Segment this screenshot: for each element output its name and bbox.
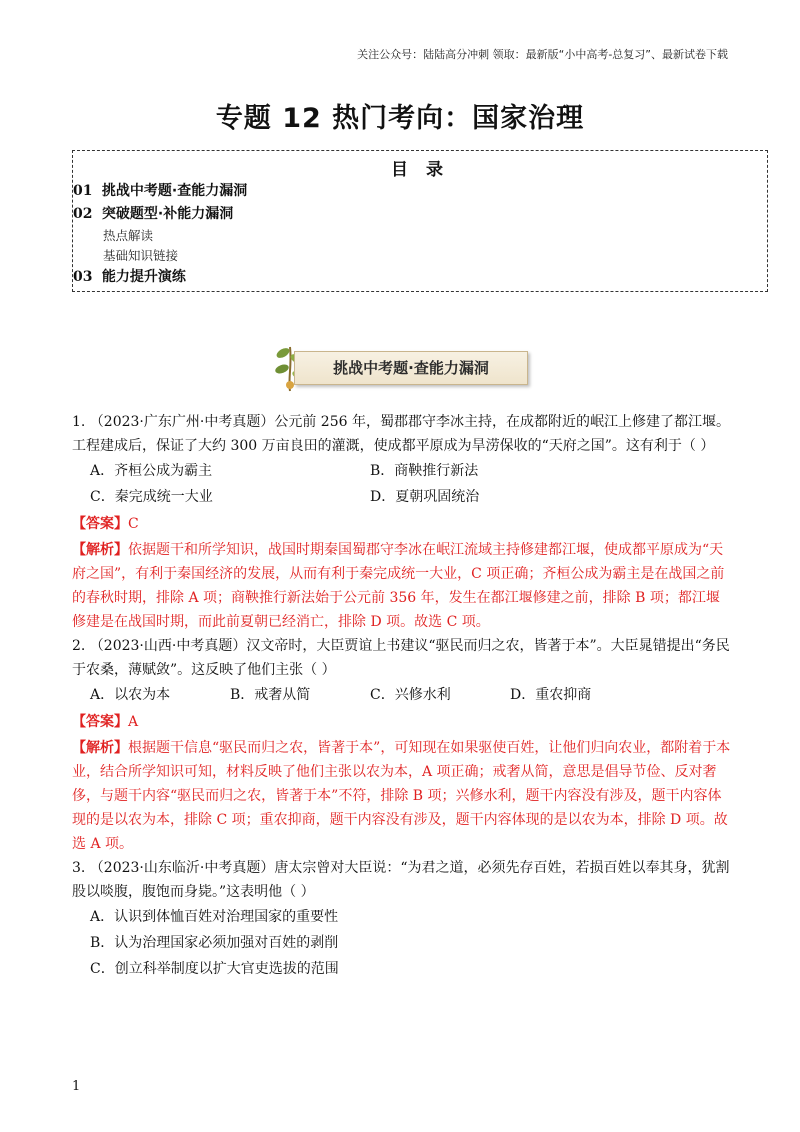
option-d[interactable]: D．重农抑商	[510, 687, 592, 703]
toc-item-number: 03	[73, 269, 93, 285]
toc-item-03[interactable]	[73, 266, 767, 289]
page-number: 1	[72, 1079, 81, 1094]
option-a[interactable]: A．认识到体恤百姓对治理国家的重要性	[90, 909, 339, 925]
question-stem: 1. （2023·广东广州·中考真题）公元前 256 年，蜀郡郡守李冰主持，在成都附近的岷江上修建了都江堰。工程建成后，保证了大约 300 万亩良田的灌溉，使成都平原成为旱涝保收的“天府之国”。这有利于（ ）	[72, 414, 730, 454]
option-c[interactable]: C．秦完成统一大业	[90, 489, 213, 505]
option-b[interactable]: B．认为治理国家必须加强对百姓的剥削	[90, 935, 339, 951]
section-banner	[270, 341, 530, 391]
analysis	[72, 538, 732, 634]
question-list	[72, 410, 732, 982]
toc-item-label: 能力提升演练	[101, 269, 186, 285]
answer-tag: 【答案】	[72, 516, 128, 532]
answer-value: C	[128, 516, 139, 532]
option-d[interactable]: D．夏朝巩固统治	[370, 489, 480, 505]
option-b[interactable]: B．戒奢从简	[230, 687, 311, 703]
toc-item-number: 01	[73, 183, 93, 199]
analysis-tag: 【解析】	[72, 542, 128, 558]
analysis	[72, 736, 732, 856]
toc-title: 目 录	[391, 160, 449, 180]
toc-sub-item-hotspot[interactable]: 热点解读	[103, 228, 154, 243]
toc-item-label: 挑战中考题·查能力漏洞	[101, 183, 248, 199]
toc-item-01[interactable]	[73, 180, 767, 203]
analysis-tag: 【解析】	[72, 740, 128, 756]
option-row	[90, 484, 732, 510]
option-a[interactable]: A．以农为本	[90, 687, 171, 703]
option-a[interactable]: A．齐桓公成为霸主	[90, 463, 213, 479]
toc-item-number: 02	[73, 206, 93, 222]
table-of-contents	[72, 150, 768, 292]
toc-item-label: 突破题型·补能力漏洞	[101, 206, 234, 222]
option-c[interactable]: C．创立科举制度以扩大官吏选拔的范围	[90, 961, 339, 977]
option-c[interactable]: C．兴修水利	[370, 687, 451, 703]
question-stem: 2. （2023·山西·中考真题）汉文帝时，大臣贾谊上书建议“驱民而归之农，皆著于本”。大臣晁错提出“务民于农桑，薄赋敛”。这反映了他们主张（ ）	[72, 638, 730, 678]
answer-line	[72, 710, 732, 734]
answer-line	[72, 512, 732, 536]
toc-item-02[interactable]	[73, 203, 767, 226]
banner-label: 挑战中考题·查能力漏洞	[294, 351, 528, 385]
option-row	[90, 458, 732, 484]
option-b[interactable]: B．商鞅推行新法	[370, 463, 479, 479]
header-note: 关注公众号：陆陆高分冲刺 领取：最新版“小中高考-总复习”、最新试卷下载	[357, 48, 728, 61]
analysis-text: 根据题干信息“驱民而归之农，皆著于本”，可知现在如果驱使百姓，让他们归向农业，都附着于本业，结合所学知识可知，材料反映了他们主张以农为本，A 项正确；戒奢从简，意思是倡导节俭、反对奢侈，与题干内容“驱民而归之农，皆著于本”不符，排除 B 项；兴修水利，题干内容没有涉及，题干内容体现的是以农为本，排除 C 项；重农抑商，题干内容没有涉及，题干内容体现的是以农为本，排除 D 项。故选 A 项。	[72, 740, 731, 852]
page-title: 专题 12 热门考向：国家治理	[215, 103, 585, 134]
analysis-text: 依据题干和所学知识，战国时期秦国蜀郡守李冰在岷江流域主持修建都江堰，使成都平原成为“天府之国”，有利于秦国经济的发展，从而有利于秦完成统一大业，C 项正确；齐桓公成为霸主是在战国之前的春秋时期，排除 A 项；商鞅推行新法始于公元前 356 年，发生在都江堰修建之前，排除 B 项；都江堰修建是在战国时期，而此前夏朝已经消亡，排除 D 项。故选 C 项。	[72, 542, 725, 630]
answer-tag: 【答案】	[72, 714, 128, 730]
option-row	[90, 682, 732, 708]
answer-value: A	[128, 714, 139, 730]
toc-sub-item-basics[interactable]: 基础知识链接	[103, 248, 179, 263]
question-stem: 3. （2023·山东临沂·中考真题）唐太宗曾对大臣说：“为君之道，必须先存百姓，若损百姓以奉其身，犹割股以啖腹，腹饱而身毙。”这表明他（ ）	[72, 860, 730, 900]
